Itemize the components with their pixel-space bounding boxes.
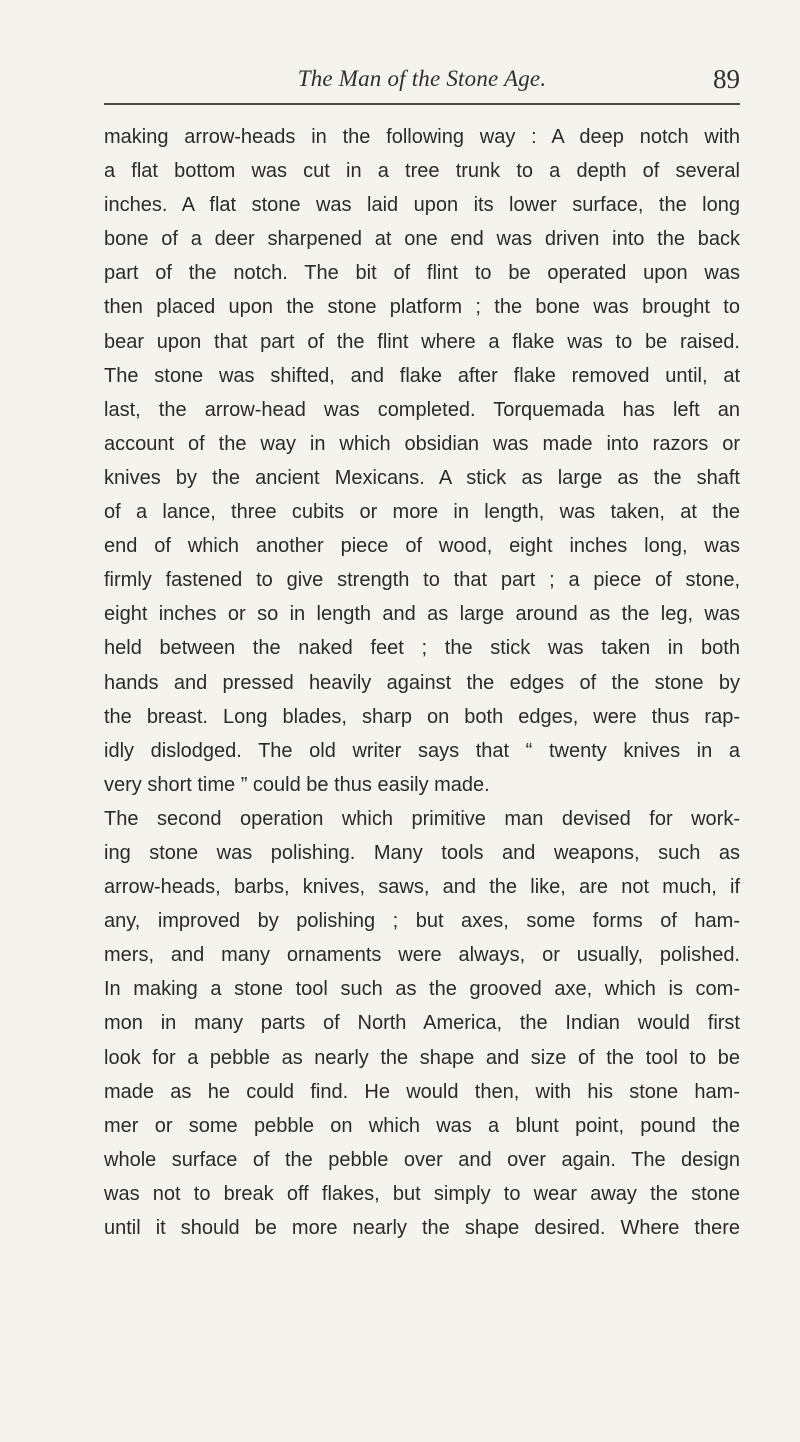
- text-line: end of which another piece of wood, eight inches long, was: [104, 535, 740, 558]
- text-line: a flat bottom was cut in a tree trunk to a depth of several: [104, 160, 740, 183]
- text-line: bear upon that part of the flint where a flake was to be raised.: [104, 330, 740, 353]
- running-header: [104, 64, 740, 106]
- page-number: 89: [713, 64, 740, 94]
- text-line: any, improved by polishing ; but axes, some forms of ham-: [104, 910, 740, 933]
- header-rule: [104, 103, 740, 105]
- text-line: of a lance, three cubits or more in length, was taken, at the: [104, 501, 740, 524]
- text-line: inches. A flat stone was laid upon its lower surface, the long: [104, 194, 740, 217]
- text-line: idly dislodged. The old writer says that “ twenty knives in a: [104, 739, 740, 762]
- text-line: held between the naked feet ; the stick was taken in both: [104, 637, 740, 660]
- text-line: until it should be more nearly the shape desired. Where there: [104, 1217, 740, 1239]
- text-line: eight inches or so in length and as large around as the leg, was: [104, 603, 740, 626]
- text-line: mer or some pebble on which was a blunt point, pound the: [104, 1114, 740, 1137]
- text-line: was not to break off flakes, but simply to wear away the stone: [104, 1182, 740, 1205]
- running-title: The Man of the Stone Age.: [297, 66, 547, 91]
- text-line: then placed upon the stone platform ; the bone was brought to: [104, 296, 740, 319]
- paragraph-end-line: very short time ” could be thus easily made.: [104, 773, 490, 796]
- text-line: firmly fastened to give strength to that part ; a piece of stone,: [104, 569, 740, 592]
- text-line: The stone was shifted, and flake after flake removed until, at: [104, 364, 740, 387]
- text-line: made as he could find. He would then, with his stone ham-: [104, 1080, 740, 1103]
- text-line: mers, and many ornaments were always, or usually, polished.: [104, 944, 740, 967]
- text-line: arrow-heads, barbs, knives, saws, and the like, are not much, if: [104, 876, 740, 899]
- text-line: look for a pebble as nearly the shape and size of the tool to be: [104, 1046, 740, 1069]
- text-line: ing stone was polishing. Many tools and weapons, such as: [104, 841, 740, 864]
- text-line: the breast. Long blades, sharp on both edges, were thus rap-: [104, 705, 740, 728]
- text-line: part of the notch. The bit of flint to be operated upon was: [104, 262, 740, 285]
- text-line: mon in many parts of North America, the Indian would first: [104, 1012, 740, 1035]
- text-line: hands and pressed heavily against the edges of the stone by: [104, 671, 740, 694]
- text-line: In making a stone tool such as the grooved axe, which is com-: [104, 978, 740, 1001]
- text-line: account of the way in which obsidian was made into razors or: [104, 432, 740, 455]
- text-line: making arrow-heads in the following way : A deep notch with: [104, 126, 740, 148]
- text-line: last, the arrow-head was completed. Torquemada has left an: [104, 398, 740, 421]
- text-line: bone of a deer sharpened at one end was driven into the back: [104, 228, 740, 251]
- paragraph-start-line: The second operation which primitive man devised for work-: [104, 807, 740, 830]
- body-text: [104, 120, 740, 1245]
- text-line: knives by the ancient Mexicans. A stick as large as the shaft: [104, 466, 740, 489]
- text-line: whole surface of the pebble over and over again. The design: [104, 1148, 740, 1171]
